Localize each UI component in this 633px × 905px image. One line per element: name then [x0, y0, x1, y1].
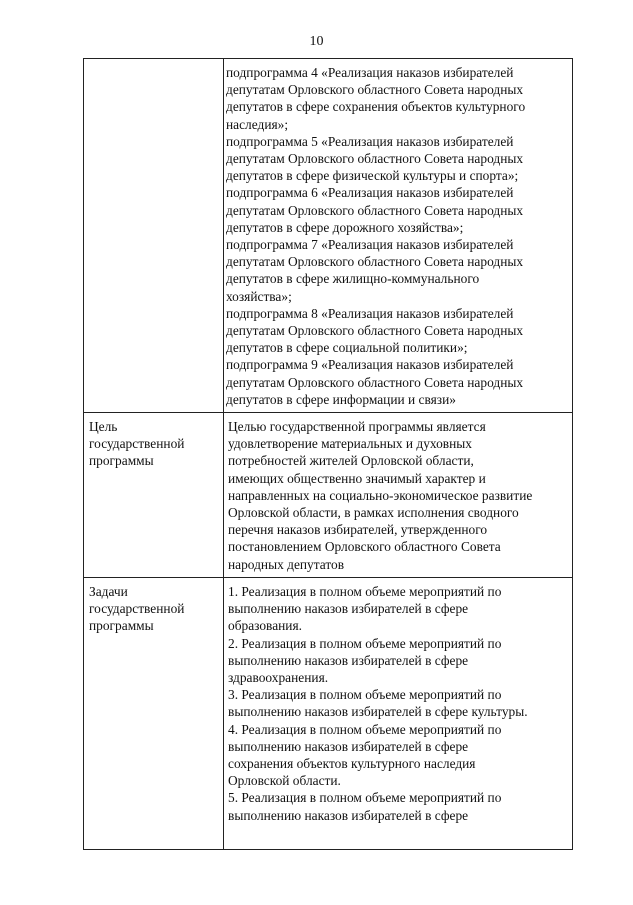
text-line: депутатов в сфере социальной политики»;	[226, 340, 468, 356]
text-line: сохранения объектов культурного наследия	[228, 755, 476, 771]
text-line: 1. Реализация в полном объеме мероприятий по	[228, 583, 502, 599]
text-line: 4. Реализация в полном объеме мероприятий по	[228, 721, 502, 737]
text-line: депутатов в сфере физической культуры и спорта»;	[226, 168, 519, 184]
row-content-tasks	[224, 577, 573, 849]
row-content-subprograms	[224, 59, 573, 413]
text-line: подпрограмма 9 «Реализация наказов избирателей	[226, 357, 514, 373]
page-number: 10	[309, 34, 324, 49]
text-line: депутатов в сфере сохранения объектов культурного	[226, 99, 526, 115]
label-line: программы	[89, 453, 154, 469]
text-line: депутатам Орловского областного Совета народных	[226, 323, 524, 339]
text-line: перечня наказов избирателей, утвержденного	[228, 522, 488, 538]
text-line: подпрограмма 6 «Реализация наказов избирателей	[226, 185, 514, 201]
text-line: постановлением Орловского областного Совета	[228, 539, 501, 555]
text-line: потребностей жителей Орловской области,	[228, 453, 474, 469]
text-line: выполнению наказов избирателей в сфере	[228, 601, 469, 617]
text-line: выполнению наказов избирателей в сфере	[228, 807, 469, 823]
text-line: Орловской области, в рамках исполнения сводного	[228, 505, 519, 521]
text-line: депутатам Орловского областного Совета народных	[226, 151, 524, 167]
text-line: направленных на социально-экономическое развитие	[228, 487, 533, 503]
text-line: подпрограмма 8 «Реализация наказов избирателей	[226, 305, 514, 321]
text-line: депутатам Орловского областного Совета народных	[226, 82, 524, 98]
program-passport-table	[83, 58, 573, 850]
text-line: депутатам Орловского областного Совета народных	[226, 254, 524, 270]
text-line: удовлетворение материальных и духовных	[228, 436, 472, 452]
text-line: выполнению наказов избирателей в сфере	[228, 652, 469, 668]
label-line: государственной	[89, 601, 185, 617]
row-label-tasks	[84, 577, 224, 849]
text-line: 3. Реализация в полном объеме мероприятий по	[228, 687, 502, 703]
label-line: государственной	[89, 436, 185, 452]
text-line: депутатов в сфере информации и связи»	[226, 391, 456, 407]
text-line: депутатов в сфере жилищно-коммунального	[226, 271, 480, 287]
text-line: депутатам Орловского областного Совета народных	[226, 202, 524, 218]
text-line: наследия»;	[226, 116, 289, 132]
row-label-goal	[84, 413, 224, 578]
text-line: образования.	[228, 618, 302, 634]
label-line: Цель	[89, 419, 118, 435]
table-row-goal	[84, 413, 573, 578]
text-line: 5. Реализация в полном объеме мероприятий по	[228, 790, 502, 806]
label-line: Задачи	[89, 583, 128, 599]
text-line: хозяйства»;	[226, 288, 292, 304]
table-row-subprograms	[84, 59, 573, 413]
text-line: выполнению наказов избирателей в сфере	[228, 738, 469, 754]
text-line: подпрограмма 7 «Реализация наказов избирателей	[226, 237, 514, 253]
row-content-goal	[224, 413, 573, 578]
table-row-tasks	[84, 577, 573, 849]
row-label-subprograms	[84, 59, 224, 413]
text-line: депутатов в сфере дорожного хозяйства»;	[226, 219, 464, 235]
text-line: Орловской области.	[228, 773, 341, 789]
text-line: подпрограмма 4 «Реализация наказов избирателей	[226, 65, 514, 80]
text-line: здравоохранения.	[228, 669, 329, 685]
text-line: депутатам Орловского областного Совета народных	[226, 374, 524, 390]
text-line: выполнению наказов избирателей в сфере культуры.	[228, 704, 528, 720]
text-line: 2. Реализация в полном объеме мероприятий по	[228, 635, 502, 651]
text-line: имеющих общественно значимый характер и	[228, 470, 486, 486]
text-line: подпрограмма 5 «Реализация наказов избирателей	[226, 133, 514, 149]
text-line: Целью государственной программы является	[228, 419, 486, 435]
label-line: программы	[89, 618, 154, 634]
text-line: народных депутатов	[228, 556, 345, 572]
